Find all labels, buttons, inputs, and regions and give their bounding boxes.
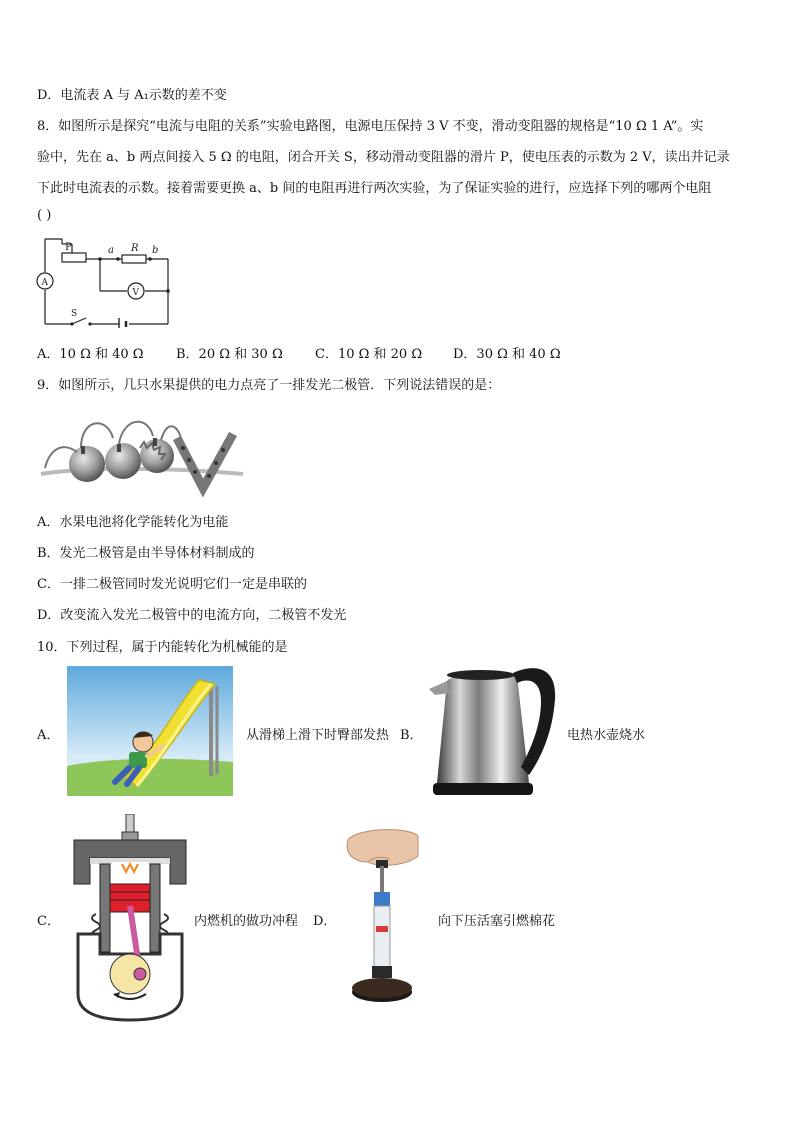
q8-stem-line3: 下此时电流表的示数。接着需要更换 a、b 间的电阻再进行两次实验，为了保证实验的进行，应选择下列的哪两个电阻 (37, 181, 712, 196)
q10-option-d-label: D． (313, 914, 337, 929)
circuit-label-switch: S (71, 309, 78, 319)
q10-option-a-text: 从滑梯上滑下时臀部发热 (246, 728, 390, 743)
q8-option-d: D．30 Ω 和 40 Ω (453, 347, 561, 362)
q9-option-b: B．发光二极管是由半导体材料制成的 (37, 546, 255, 561)
q10-option-c-label: C． (37, 914, 60, 929)
q10-stem: 10．下列过程，属于内能转化为机械能的是 (37, 640, 288, 655)
q10-option-a-label: A． (37, 728, 60, 743)
air-piston-compression-illustration (338, 826, 422, 1014)
circuit-label-ammeter: A (41, 278, 48, 288)
q8-option-a: A．10 Ω 和 40 Ω (37, 347, 144, 362)
q8-circuit-diagram (34, 234, 176, 328)
q8-option-b: B．20 Ω 和 30 Ω (176, 347, 283, 362)
q9-option-d: D．改变流入发光二极管中的电流方向，二极管不发光 (37, 608, 347, 623)
q8-stem-line1: 8．如图所示是探究“电流与电阻的关系”实验电路图，电源电压保持 3 V 不变，滑动变阻器的规格是“10 Ω 1 A”。实 (37, 119, 704, 134)
circuit-label-voltmeter: V (132, 288, 139, 298)
q10-option-b-text: 电热水壶烧水 (567, 728, 646, 743)
q7-option-d: D．电流表 A 与 A₁示数的差不变 (37, 88, 227, 103)
q8-answer-bracket: ( ) (37, 208, 52, 223)
electric-kettle-illustration (425, 659, 559, 801)
q10-option-c-text: 内燃机的做功冲程 (194, 914, 299, 929)
q9-option-c: C．一排二极管同时发光说明它们一定是串联的 (37, 577, 307, 592)
circuit-label-b: b (152, 245, 159, 256)
fruit-battery-illustration (37, 408, 249, 498)
q10-option-b-label: B． (400, 728, 423, 743)
engine-power-stroke-illustration (70, 814, 190, 1024)
circuit-label-r: R (131, 243, 139, 254)
q9-stem: 9．如图所示，几只水果提供的电力点亮了一排发光二极管．下列说法错误的是： (37, 378, 501, 393)
slide-illustration (67, 666, 233, 796)
q8-stem-line2: 验中，先在 a、b 两点间接入 5 Ω 的电阻，闭合开关 S，移动滑动变阻器的滑片 P，使电压表的示数为 2 V，读出并记录 (37, 150, 730, 165)
circuit-label-a: a (108, 245, 114, 256)
q10-option-d-text: 向下压活塞引燃棉花 (438, 914, 556, 929)
q8-option-c: C．10 Ω 和 20 Ω (315, 347, 423, 362)
circuit-label-p: P (65, 242, 72, 253)
q9-option-a: A．水果电池将化学能转化为电能 (37, 515, 229, 530)
